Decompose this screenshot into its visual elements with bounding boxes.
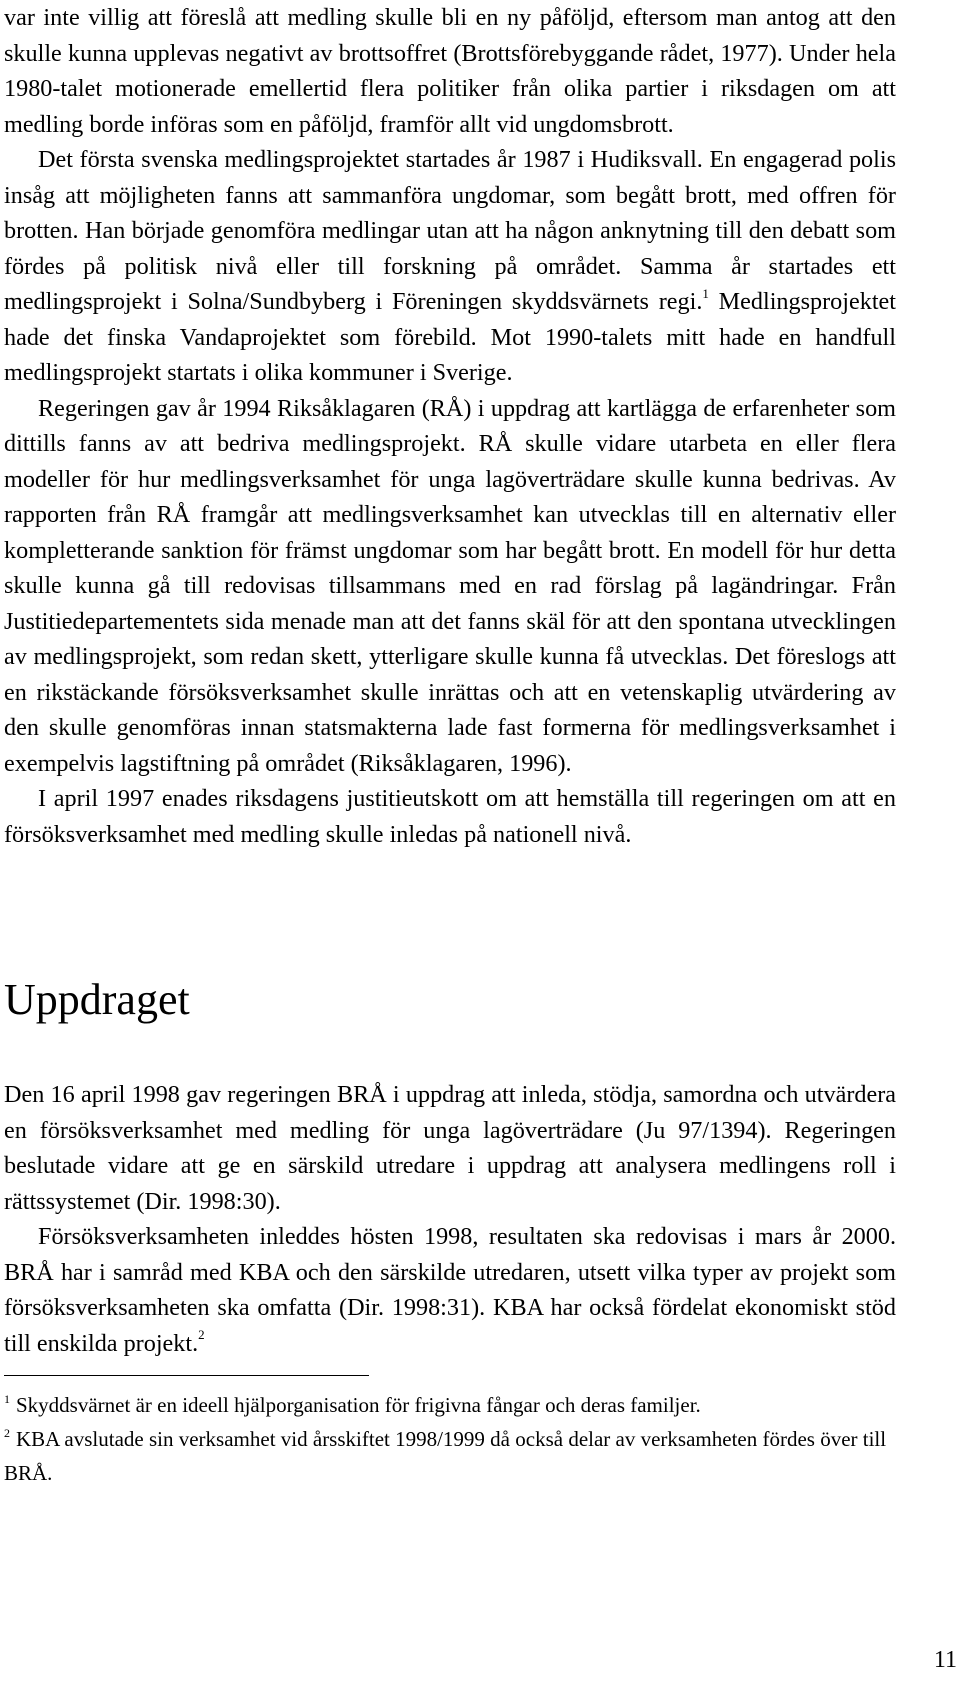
- paragraph: Den 16 april 1998 gav regeringen BRÅ i uppdrag att inleda, stödja, samordna och utvärdera en försöksverksamhet med medling för unga lagöverträdare (Ju 97/1394). Regeringen beslutade vidare att ge en särskild utredare i uppdrag att analysera medlingens roll i rättssystemet (Dir. 1998:30).: [4, 1081, 896, 1215]
- paragraph: [4, 1219, 896, 1361]
- footnote-marker: 2: [198, 1327, 205, 1343]
- footnote-text: Skyddsvärnet är en ideell hjälporganisation för frigivna fångar och deras familjer.: [16, 1393, 701, 1417]
- page-number: 11: [933, 1647, 957, 1673]
- footnote: [4, 1390, 896, 1424]
- footnote-number: 2: [4, 1426, 10, 1440]
- paragraph-text: Det första svenska medlingsprojektet startades år 1987 i Hudiksvall. En engagerad polis insåg att möjligheten fanns att sammanföra ungdomar, som begått brott, med offren för brotten. Han började genomföra medlingar utan att ha någon anknytning till den debatt som fördes på politisk nivå eller till forskning på området. Samma år startades ett medlingsprojekt i Solna/Sundbyberg i Föreningen skyddsvärnets regi.: [4, 146, 896, 315]
- footnote-number: 1: [4, 1392, 10, 1406]
- footnote-text: KBA avslutade sin verksamhet vid årsskiftet 1998/1999 då också delar av verksamheten fördes över till BRÅ.: [4, 1427, 887, 1485]
- paragraph-text: Medlingsprojektet hade det finska Vandaprojektet som förebild. Mot 1990-talets mitt hade en handfull medlingsprojekt startats i olika kommuner i Sverige.: [4, 288, 897, 386]
- paragraph: [4, 142, 896, 391]
- paragraph: var inte villig att föreslå att medling skulle bli en ny påföljd, eftersom man antog att den skulle kunna upplevas negativt av brottsoffret (Brottsförebyggande rådet, 1977). Under hela 1980-talet motionerade emellertid flera politiker från olika partier i riksdagen om att medling borde införas som en påföljd, framför allt vid ungdomsbrott.: [4, 4, 896, 138]
- footnote-marker: 1: [702, 285, 709, 301]
- paragraph-text: Försöksverksamheten inleddes hösten 1998, resultaten ska redovisas i mars år 2000. BRÅ har i samråd med KBA och den särskilde utredaren, utsett vilka typer av projekt som försöksverksamheten ska omfatta (Dir. 1998:31). KBA har också fördelat ekonomiskt stöd till enskilda projekt.: [4, 1223, 896, 1357]
- intro-text-block: [4, 0, 896, 852]
- section-text-block: [4, 1077, 896, 1361]
- section-heading: Uppdraget: [4, 975, 190, 1024]
- footnote-divider: [4, 1375, 369, 1376]
- paragraph: I april 1997 enades riksdagens justitieutskott om att hemställa till regeringen om att en försöksverksamhet med medling skulle inledas på nationell nivå.: [4, 785, 896, 848]
- footnotes: [4, 1390, 896, 1489]
- paragraph: Regeringen gav år 1994 Riksåklagaren (RÅ) i uppdrag att kartlägga de erfarenheter som dittills fanns av att bedriva medlingsprojekt. RÅ skulle vidare utarbeta en eller flera modeller för hur medlingsverksamhet för unga lagöverträdare skulle kunna bedrivas. Av rapporten från RÅ framgår att medlingsverksamhet kan utvecklas till en alternativ eller kompletterande sanktion för främst ungdomar som har begått brott. En modell för hur detta skulle kunna gå till redovisas tillsammans med en rad förslag på lagändringar. Från Justitiedepartementets sida menade man att det fanns skäl för att den spontana utvecklingen av medlingsprojekt, som redan skett, ytterligare skulle kunna få utvecklas. Det föreslogs att en rikstäckande försöksverksamhet skulle inrättas och att en vetenskaplig utvärdering av den skulle genomföras innan statsmakterna lade fast formerna för medlingsverksamhet i exempelvis lagstiftning på området (Riksåklagaren, 1996).: [4, 394, 896, 777]
- footnote: [4, 1424, 896, 1489]
